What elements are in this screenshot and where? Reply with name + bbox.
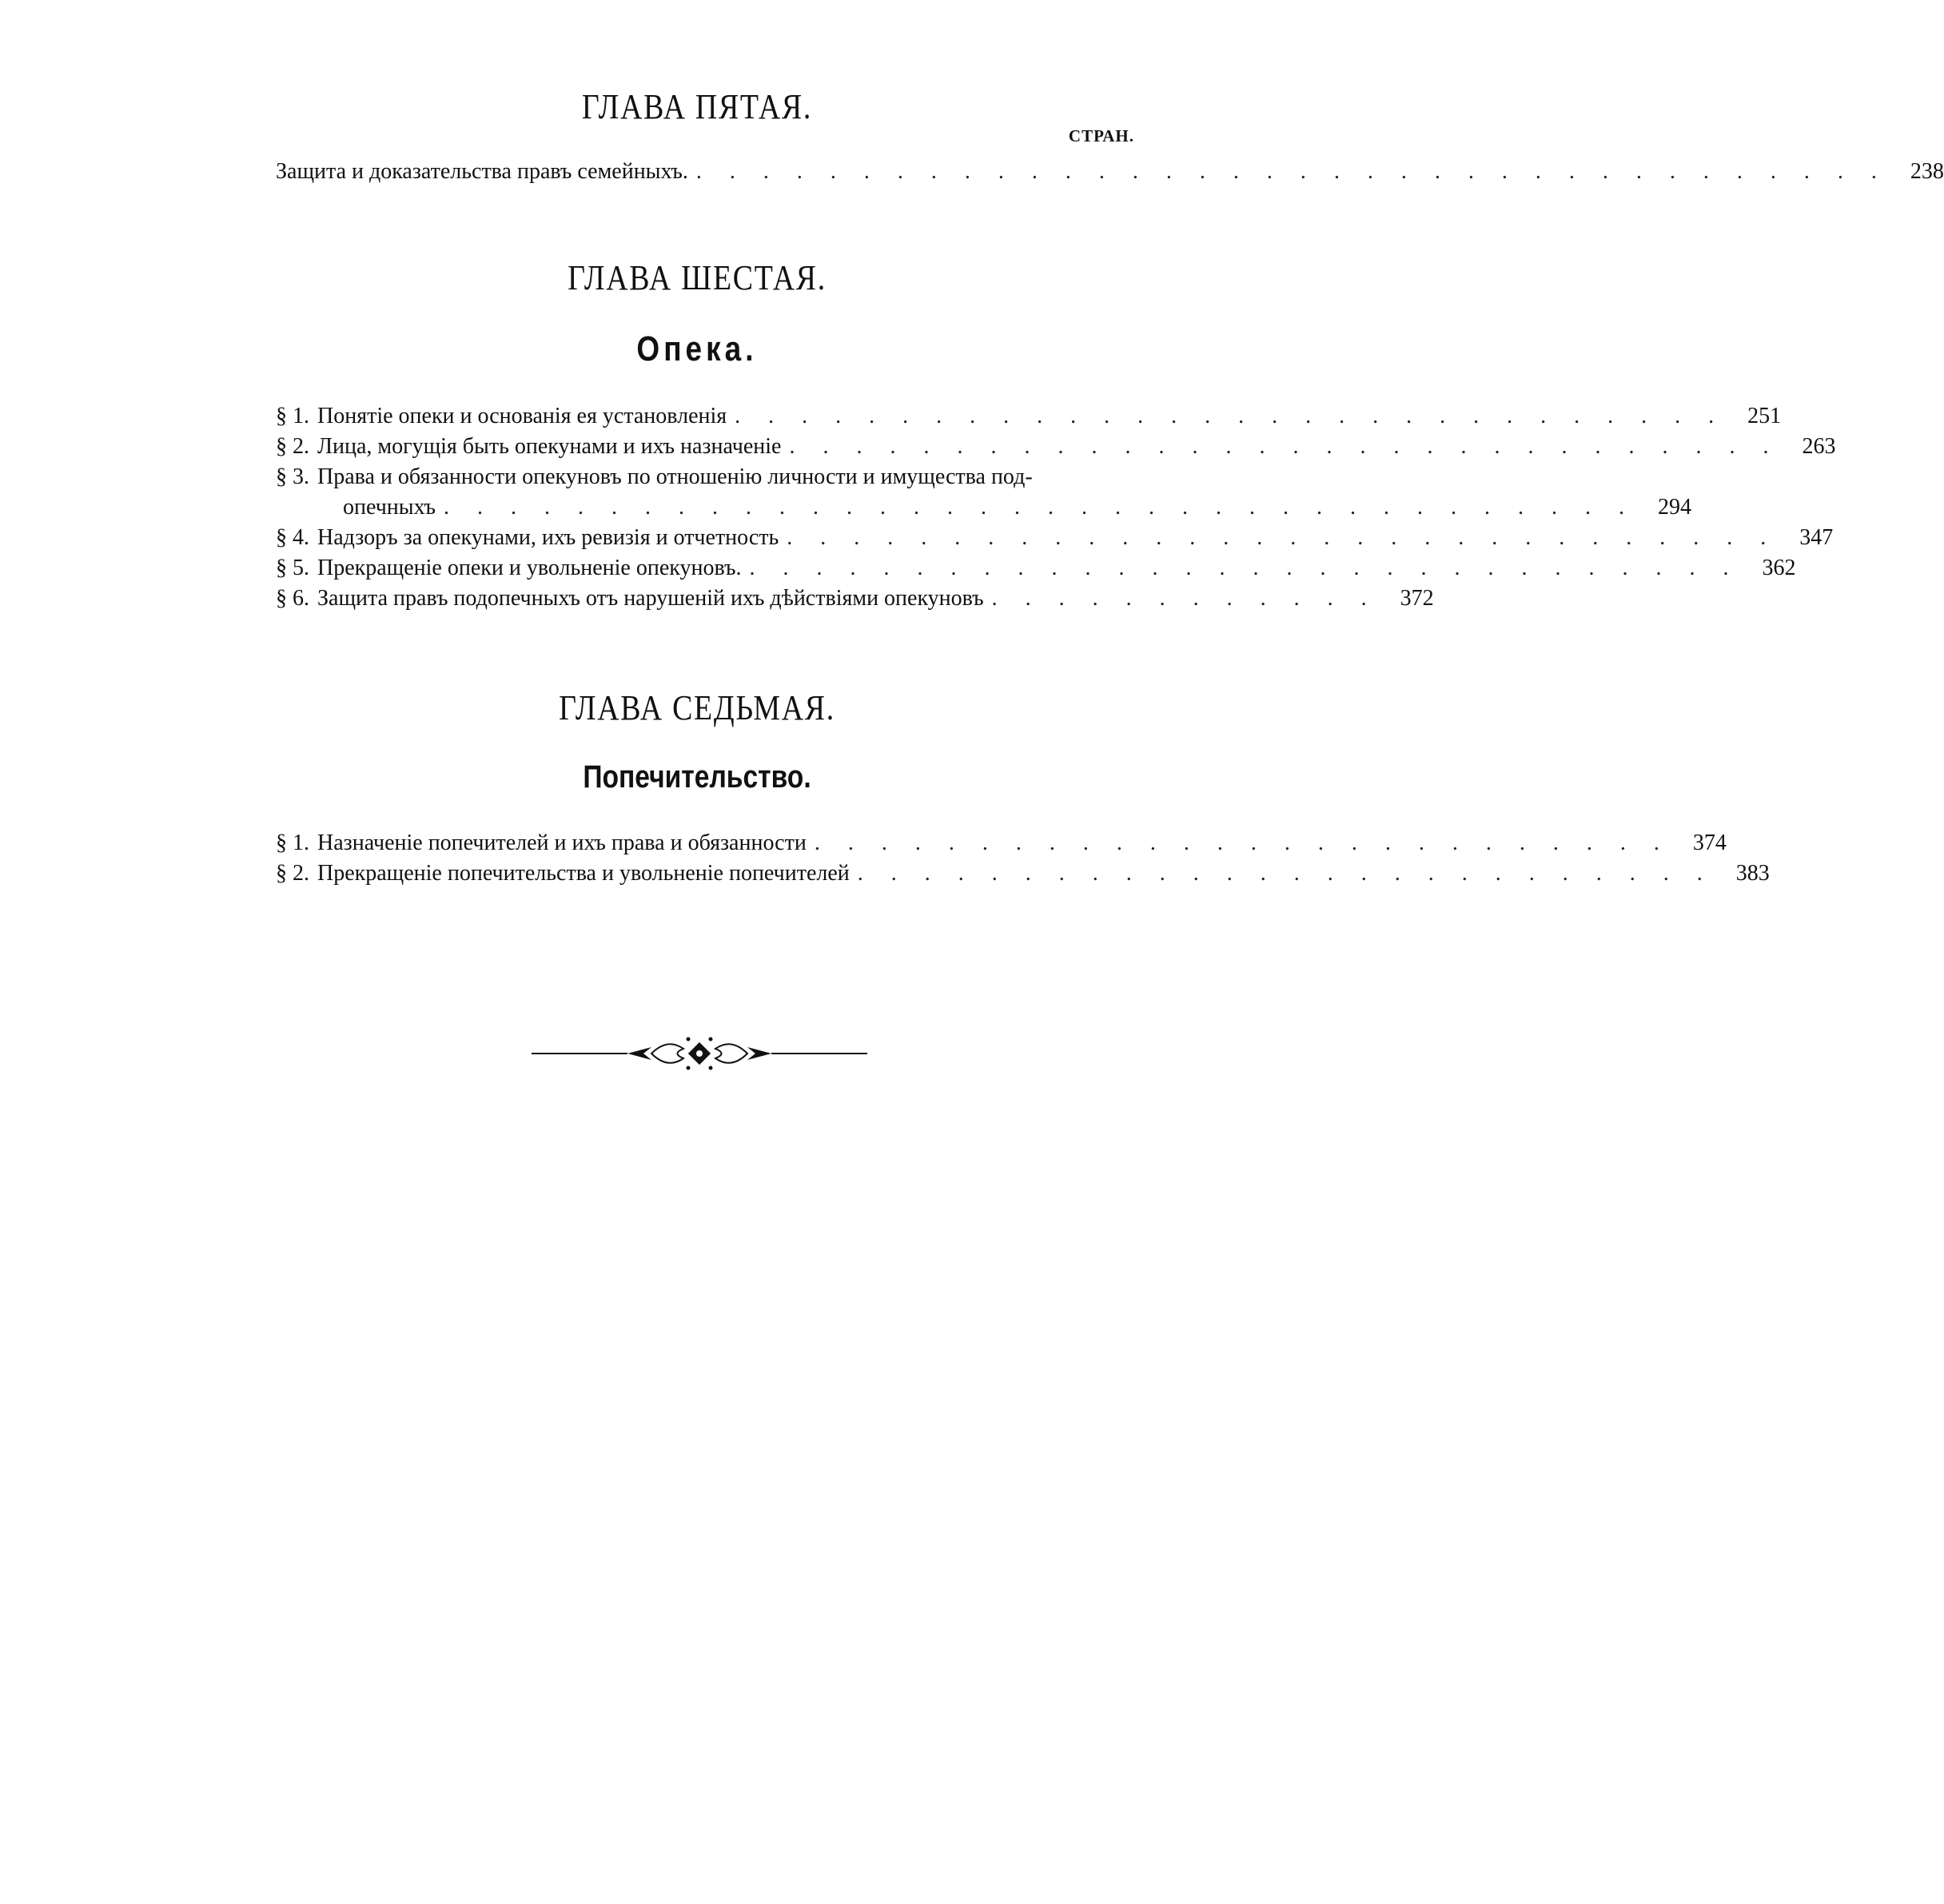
toc-entry-text: Надзоръ за опекунами, ихъ ревизія и отчетность — [317, 525, 779, 550]
chapter-7-heading: ГЛАВА СЕДЬМАЯ. — [559, 688, 835, 727]
toc-entry-number: § 1. — [276, 831, 309, 855]
leader-dots: . . . . . . . . . . . . . . . . . . . . . . . . . . — [814, 831, 1671, 855]
toc-entry[interactable] — [276, 584, 1434, 614]
toc-entry-number: § 6. — [276, 586, 309, 611]
toc-entry[interactable] — [276, 401, 1782, 432]
chapter-5-heading: ГЛАВА ПЯТАЯ. — [581, 87, 813, 126]
chapter-6-heading: ГЛАВА ШЕСТАЯ. — [568, 258, 827, 297]
leader-dots: . . . . . . . . . . . . . . . . . . . . . . . . . . — [857, 861, 1714, 886]
toc-entry[interactable] — [276, 432, 1836, 462]
toc-entry-number: § 4. — [276, 525, 309, 550]
toc-entry-continuation[interactable] — [276, 492, 1692, 523]
fleuron-divider-icon — [532, 1030, 867, 1077]
chapter-6-title: Опека. — [636, 329, 758, 368]
leader-dots: . . . . . . . . . . . . . . . . . . . . . . . . . . . . . . . . . . . . — [695, 159, 1888, 184]
toc-entry-number: § 3. — [276, 464, 309, 489]
chapter-6-toc — [276, 401, 1836, 614]
leader-dots: . . . . . . . . . . . . — [991, 586, 1378, 611]
toc-entry-number: § 5. — [276, 556, 309, 580]
leader-dots: . . . . . . . . . . . . . . . . . . . . . . . . . . . . . . — [789, 434, 1780, 459]
toc-entry[interactable] — [276, 553, 1796, 584]
toc-entry-text: Защита и доказательства правъ семейныхъ. — [276, 159, 688, 184]
toc-entry-page: 374 — [1692, 831, 1727, 855]
toc-entry[interactable] — [276, 828, 1727, 858]
leader-dots: . . . . . . . . . . . . . . . . . . . . . . . . . . . . . . — [749, 556, 1740, 580]
leader-dots: . . . . . . . . . . . . . . . . . . . . . . . . . . . . . . — [787, 525, 1778, 550]
toc-entry-page: 372 — [1400, 586, 1434, 611]
chapter-7-title: Попечительство. — [583, 759, 811, 795]
toc-entry-page: 383 — [1735, 861, 1770, 886]
toc-entry-page: 263 — [1802, 434, 1836, 459]
toc-entry-text: Защита правъ подопечныхъ отъ нарушеній ихъ дѣйствіями опекуновъ — [317, 586, 984, 611]
chapter-5-toc — [276, 157, 1944, 187]
toc-entry-text-continued: опечныхъ — [343, 495, 436, 520]
toc-entry-page: 294 — [1658, 495, 1692, 520]
toc-entry-text: Понятіе опеки и основанія ея установленія — [317, 404, 727, 428]
chapter-7-toc — [276, 828, 1770, 889]
toc-entry-text: Назначеніе попечителей и ихъ права и обязанности — [317, 831, 807, 855]
toc-entry-text: Лица, могущія быть опекунами и ихъ назначеніе — [317, 434, 782, 459]
toc-entry[interactable] — [276, 157, 1944, 187]
toc-entry-text: Прекращеніе попечительства и увольненіе попечителей — [317, 861, 850, 886]
toc-entry-number: § 2. — [276, 861, 309, 886]
toc-entry-page: 347 — [1799, 525, 1834, 550]
toc-entry[interactable] — [276, 858, 1770, 889]
toc-entry[interactable] — [276, 523, 1834, 553]
toc-entry[interactable] — [276, 462, 1129, 492]
toc-entry-text: Прекращеніе опеки и увольненіе опекуновъ. — [317, 556, 742, 580]
toc-entry-text: Права и обязанности опекуновъ по отношенію личности и имущества под- — [317, 464, 1033, 489]
leader-dots: . . . . . . . . . . . . . . . . . . . . . . . . . . . . . . . . . . . . — [444, 495, 1636, 520]
toc-entry-page: 238 — [1910, 159, 1944, 184]
page-column-label: СТРАН. — [1068, 126, 1134, 145]
toc-entry-page: 362 — [1762, 556, 1796, 580]
leader-dots: . . . . . . . . . . . . . . . . . . . . . . . . . . . . . . — [735, 404, 1726, 428]
toc-entry-page: 251 — [1747, 404, 1782, 428]
toc-entry-number: § 1. — [276, 404, 309, 428]
toc-entry-number: § 2. — [276, 434, 309, 459]
